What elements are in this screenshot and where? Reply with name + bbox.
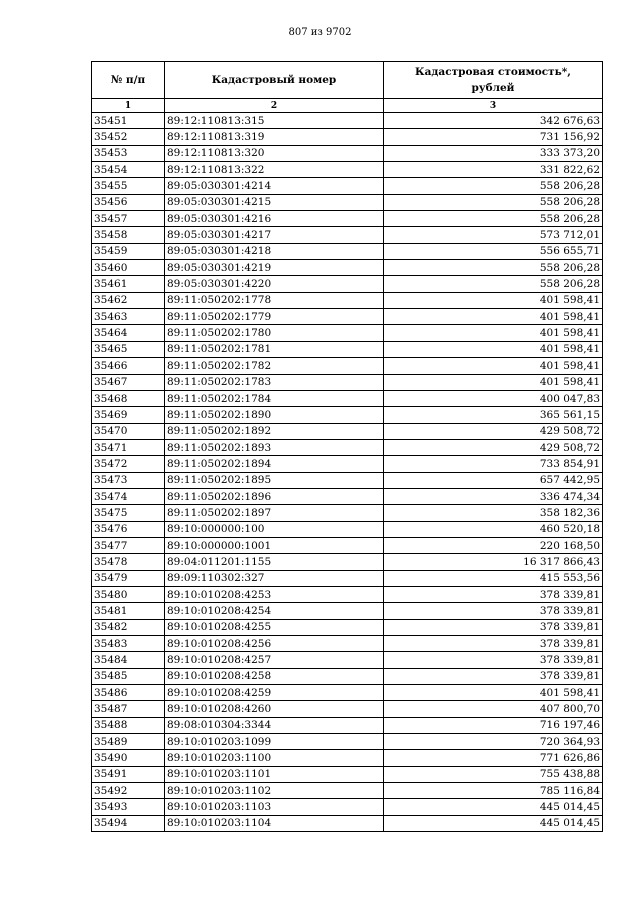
row-number-cell: 35487 [92,701,165,717]
table-body [92,113,603,832]
cadastral-value-cell: 558 206,28 [384,276,603,292]
cadastral-value-cell: 342 676,63 [384,113,603,129]
row-number-cell: 35476 [92,521,165,537]
cadastral-number-cell: 89:05:030301:4216 [165,211,384,227]
cadastral-number-cell: 89:10:010203:1100 [165,750,384,766]
table-row [92,341,603,357]
row-number-cell: 35460 [92,260,165,276]
column-header-row [92,62,603,99]
cadastral-number-cell: 89:11:050202:1784 [165,390,384,406]
table-row [92,456,603,472]
row-number-cell: 35486 [92,685,165,701]
row-number-cell: 35484 [92,652,165,668]
cadastral-number-cell: 89:09:110302:327 [165,570,384,586]
cadastral-number-cell: 89:10:010208:4256 [165,636,384,652]
row-number-cell: 35468 [92,390,165,406]
cadastral-number-cell: 89:10:010208:4255 [165,619,384,635]
row-number-cell: 35477 [92,537,165,553]
table-row [92,113,603,129]
cadastral-value-cell: 358 182,36 [384,505,603,521]
cadastral-number-cell: 89:11:050202:1897 [165,505,384,521]
cadastral-value-cell: 401 598,41 [384,358,603,374]
table-row [92,325,603,341]
cadastral-number-cell: 89:10:010208:4258 [165,668,384,684]
cadastral-number-cell: 89:10:010203:1099 [165,734,384,750]
row-number-cell: 35491 [92,766,165,782]
cadastral-number-cell: 89:12:110813:322 [165,162,384,178]
cadastral-number-cell: 89:05:030301:4220 [165,276,384,292]
cadastral-number-cell: 89:04:011201:1155 [165,554,384,570]
table-row [92,815,603,831]
cadastral-value-cell: 657 442,95 [384,472,603,488]
table-row [92,521,603,537]
cadastral-number-cell: 89:08:010304:3344 [165,717,384,733]
column-header-cadastral-number: Кадастровый номер [165,62,384,99]
cadastral-number-cell: 89:10:010208:4253 [165,586,384,602]
column-index-row [92,99,603,113]
cadastral-number-cell: 89:10:010203:1104 [165,815,384,831]
cadastral-number-cell: 89:10:010208:4259 [165,685,384,701]
table-row [92,766,603,782]
row-number-cell: 35490 [92,750,165,766]
cadastral-value-cell: 415 553,56 [384,570,603,586]
table-row [92,423,603,439]
table-row [92,374,603,390]
row-number-cell: 35453 [92,145,165,161]
row-number-cell: 35473 [92,472,165,488]
row-number-cell: 35471 [92,439,165,455]
cadastral-value-cell: 401 598,41 [384,374,603,390]
cadastral-value-cell: 558 206,28 [384,178,603,194]
table-row [92,537,603,553]
cadastral-value-cell: 429 508,72 [384,423,603,439]
row-number-cell: 35456 [92,194,165,210]
cadastral-number-cell: 89:10:010208:4254 [165,603,384,619]
cadastral-number-cell: 89:12:110813:315 [165,113,384,129]
table-row [92,178,603,194]
table-row [92,439,603,455]
cadastral-number-cell: 89:10:010203:1101 [165,766,384,782]
cadastral-number-cell: 89:10:010208:4257 [165,652,384,668]
cadastral-number-cell: 89:11:050202:1896 [165,488,384,504]
table-row [92,685,603,701]
table-row [92,260,603,276]
table-row [92,783,603,799]
cadastral-value-cell: 785 116,84 [384,783,603,799]
column-header-number: № п/п [92,62,165,99]
table-row [92,472,603,488]
row-number-cell: 35461 [92,276,165,292]
cadastral-number-cell: 89:05:030301:4215 [165,194,384,210]
row-number-cell: 35494 [92,815,165,831]
cadastral-value-cell: 556 655,71 [384,243,603,259]
cadastral-number-cell: 89:10:000000:100 [165,521,384,537]
row-number-cell: 35467 [92,374,165,390]
cadastral-value-cell: 558 206,28 [384,194,603,210]
cadastral-value-cell: 558 206,28 [384,211,603,227]
cadastral-number-cell: 89:11:050202:1892 [165,423,384,439]
cadastral-number-cell: 89:11:050202:1783 [165,374,384,390]
row-number-cell: 35483 [92,636,165,652]
cadastral-number-cell: 89:05:030301:4217 [165,227,384,243]
row-number-cell: 35458 [92,227,165,243]
cadastral-value-cell: 401 598,41 [384,685,603,701]
table-row [92,717,603,733]
row-number-cell: 35485 [92,668,165,684]
row-number-cell: 35464 [92,325,165,341]
cadastral-value-cell: 16 317 866,43 [384,554,603,570]
cadastral-value-cell: 716 197,46 [384,717,603,733]
table-row [92,407,603,423]
row-number-cell: 35480 [92,586,165,602]
row-number-cell: 35489 [92,734,165,750]
cadastral-value-cell: 731 156,92 [384,129,603,145]
table-row [92,799,603,815]
cadastral-value-cell: 365 561,15 [384,407,603,423]
cadastral-value-cell: 400 047,83 [384,390,603,406]
column-index-1: 1 [92,99,165,113]
cadastral-value-cell: 429 508,72 [384,439,603,455]
cadastral-number-cell: 89:11:050202:1782 [165,358,384,374]
row-number-cell: 35478 [92,554,165,570]
cadastral-number-cell: 89:05:030301:4218 [165,243,384,259]
table-row [92,668,603,684]
table-row [92,603,603,619]
row-number-cell: 35492 [92,783,165,799]
cadastral-value-cell: 771 626,86 [384,750,603,766]
row-number-cell: 35466 [92,358,165,374]
cadastral-value-cell: 378 339,81 [384,636,603,652]
cadastral-value-cell: 378 339,81 [384,603,603,619]
cadastral-value-cell: 720 364,93 [384,734,603,750]
table-row [92,390,603,406]
row-number-cell: 35469 [92,407,165,423]
page-counter: 807 из 9702 [288,27,352,38]
cadastral-value-cell: 220 168,50 [384,537,603,553]
table-row [92,358,603,374]
cadastral-value-cell: 558 206,28 [384,260,603,276]
cadastral-value-cell: 401 598,41 [384,292,603,308]
cadastral-number-cell: 89:11:050202:1779 [165,309,384,325]
table-row [92,652,603,668]
cadastral-number-cell: 89:11:050202:1890 [165,407,384,423]
row-number-cell: 35451 [92,113,165,129]
cadastral-value-cell: 331 822,62 [384,162,603,178]
cadastral-number-cell: 89:10:010203:1102 [165,783,384,799]
table-row [92,554,603,570]
table-row [92,194,603,210]
table-row [92,145,603,161]
table-row [92,570,603,586]
table-row [92,586,603,602]
cadastral-value-cell: 333 373,20 [384,145,603,161]
row-number-cell: 35457 [92,211,165,227]
column-index-3: 3 [384,99,603,113]
table-row [92,701,603,717]
row-number-cell: 35475 [92,505,165,521]
cadastral-number-cell: 89:10:000000:1001 [165,537,384,553]
table-row [92,734,603,750]
table-row [92,488,603,504]
table-row [92,619,603,635]
table-row [92,750,603,766]
cadastral-value-cell: 378 339,81 [384,668,603,684]
row-number-cell: 35481 [92,603,165,619]
cadastral-value-cell: 401 598,41 [384,325,603,341]
row-number-cell: 35479 [92,570,165,586]
table-row [92,129,603,145]
row-number-cell: 35454 [92,162,165,178]
cadastral-value-table [91,61,603,832]
column-header-cadastral-value-text: Кадастровая стоимость*, рублей [415,66,571,94]
cadastral-value-cell: 336 474,34 [384,488,603,504]
table-row [92,162,603,178]
row-number-cell: 35482 [92,619,165,635]
table-row [92,636,603,652]
cadastral-value-cell: 407 800,70 [384,701,603,717]
cadastral-number-cell: 89:11:050202:1780 [165,325,384,341]
row-number-cell: 35452 [92,129,165,145]
table-header [92,62,603,113]
cadastral-number-cell: 89:10:010203:1103 [165,799,384,815]
table-row [92,505,603,521]
cadastral-number-cell: 89:05:030301:4219 [165,260,384,276]
table-row [92,243,603,259]
cadastral-number-cell: 89:11:050202:1894 [165,456,384,472]
row-number-cell: 35474 [92,488,165,504]
cadastral-value-cell: 378 339,81 [384,652,603,668]
cadastral-value-cell: 755 438,88 [384,766,603,782]
cadastral-value-cell: 401 598,41 [384,309,603,325]
column-header-cadastral-value [384,62,603,99]
cadastral-number-cell: 89:12:110813:319 [165,129,384,145]
row-number-cell: 35493 [92,799,165,815]
row-number-cell: 35465 [92,341,165,357]
row-number-cell: 35459 [92,243,165,259]
cadastral-number-cell: 89:05:030301:4214 [165,178,384,194]
table-row [92,227,603,243]
table-row [92,309,603,325]
row-number-cell: 35463 [92,309,165,325]
row-number-cell: 35472 [92,456,165,472]
cadastral-value-cell: 378 339,81 [384,586,603,602]
cadastral-number-cell: 89:11:050202:1893 [165,439,384,455]
cadastral-value-cell: 401 598,41 [384,341,603,357]
column-index-2: 2 [165,99,384,113]
cadastral-value-cell: 378 339,81 [384,619,603,635]
table-row [92,276,603,292]
cadastral-value-cell: 445 014,45 [384,815,603,831]
cadastral-value-cell: 460 520,18 [384,521,603,537]
table-row [92,292,603,308]
cadastral-number-cell: 89:11:050202:1781 [165,341,384,357]
row-number-cell: 35455 [92,178,165,194]
table-row [92,211,603,227]
row-number-cell: 35470 [92,423,165,439]
row-number-cell: 35488 [92,717,165,733]
cadastral-value-cell: 733 854,91 [384,456,603,472]
cadastral-number-cell: 89:10:010208:4260 [165,701,384,717]
row-number-cell: 35462 [92,292,165,308]
cadastral-number-cell: 89:11:050202:1895 [165,472,384,488]
cadastral-value-cell: 445 014,45 [384,799,603,815]
cadastral-number-cell: 89:11:050202:1778 [165,292,384,308]
cadastral-number-cell: 89:12:110813:320 [165,145,384,161]
cadastral-value-cell: 573 712,01 [384,227,603,243]
